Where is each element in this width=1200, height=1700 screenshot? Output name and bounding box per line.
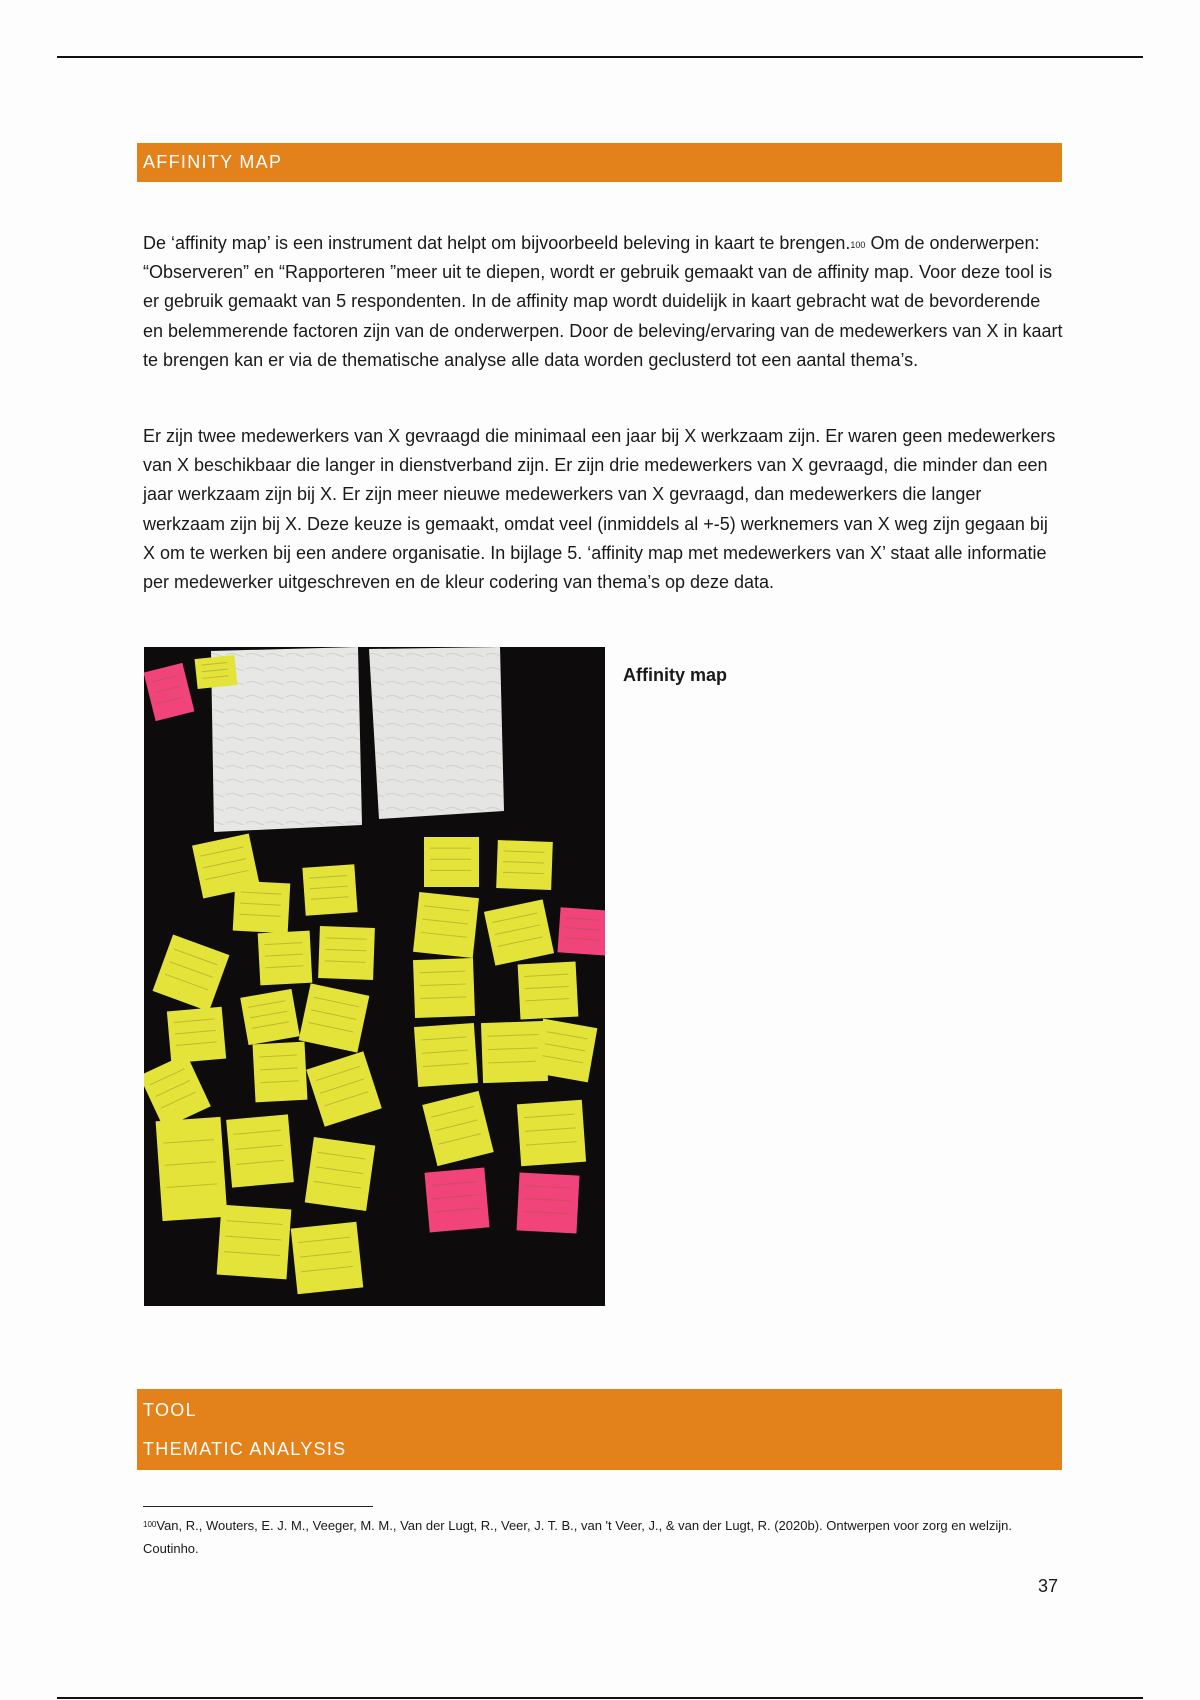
paper-sheet-right [369, 647, 504, 819]
footnote-text: Van, R., Wouters, E. J. M., Veeger, M. M., Van der Lugt, R., Veer, J. T. B., van 't Veer, J., & van der Lugt, R. (2020b). Ontwerpen voor zorg en welzijn. Coutinho. [143, 1518, 1012, 1556]
footnote-reference[interactable]: 100 [850, 240, 866, 250]
figure-caption: Affinity map [623, 665, 728, 685]
yellow-sticky-note [424, 837, 479, 887]
yellow-sticky-note [318, 926, 375, 980]
intro-paragraph [143, 229, 1063, 375]
respondents-paragraph: Er zijn twee medewerkers van X gevraagd die minimaal een jaar bij X werkzaam zijn. Er waren geen medewerkers van X beschikbaar die langer in dienstverband zijn. Er zijn drie medewerkers van X gevraagd, die minder dan een jaar werkzaam zijn bij X. Er zijn meer nieuwe medewerkers van X gevraagd, dan medewerkers die langer werkzaam zijn bij X. Deze keuze is gemaakt, omdat veel (inmiddels al +-5) werknemers van X weg zijn gegaan bij X om te werken bij een andere organisatie. In bijlage 5. ‘affinity map met medewerkers van X’ staat alle informatie per medewerker uitgeschreven en de kleur codering van thema’s op deze data. [143, 426, 1056, 593]
yellow-sticky-note [253, 1042, 308, 1103]
yellow-sticky-note [496, 840, 553, 890]
yellow-sticky-note [195, 655, 238, 689]
yellow-sticky-note [413, 892, 479, 958]
yellow-sticky-note [414, 1023, 478, 1087]
yellow-sticky-note [233, 881, 291, 934]
yellow-sticky-note [299, 983, 370, 1052]
section-heading-affinity-map [137, 143, 1062, 182]
yellow-sticky-note [413, 958, 475, 1018]
yellow-sticky-note [240, 989, 300, 1045]
yellow-sticky-note [518, 962, 579, 1020]
yellow-sticky-note [534, 1019, 598, 1083]
yellow-sticky-note [217, 1205, 292, 1280]
heading-tool-text: TOOL [143, 1400, 197, 1420]
top-rule [57, 56, 1143, 58]
yellow-sticky-note [302, 864, 357, 916]
yellow-sticky-note [156, 1117, 228, 1221]
section-heading-tool [137, 1389, 1062, 1470]
heading-thematic-text: THEMATIC ANALYSIS [143, 1439, 347, 1459]
yellow-sticky-note [226, 1114, 294, 1187]
footnote-separator [143, 1506, 373, 1507]
pink-sticky-note [424, 1167, 489, 1232]
footnote-number: 100 [143, 1520, 157, 1529]
pink-sticky-note [557, 907, 605, 955]
page-number: 37 [1037, 1576, 1058, 1596]
affinity-map-photo [144, 647, 605, 1306]
bottom-rule [57, 1697, 1143, 1699]
intro-text-end: Om de onderwerpen: “Observeren” en “Rapporteren ”meer uit te diepen, wordt er gebruik gemaakt van de affinity map. Voor deze tool is er gebruik gemaakt van 5 respondenten. In de affinity map wordt duidelijk in kaart gebracht wat de bevorderende en belemmerende factoren zijn van de onderwerpen. Door de beleving/ervaring van de medewerkers van X in kaart te brengen kan er via de thematische analyse alle data worden geclusterd tot een aantal thema’s. [143, 233, 1063, 370]
yellow-sticky-note [258, 931, 313, 986]
yellow-sticky-note [517, 1100, 586, 1166]
intro-text-start: De ‘affinity map’ is een instrument dat helpt om bijvoorbeeld beleving in kaart te brengen. [143, 233, 851, 253]
yellow-sticky-note [167, 1007, 226, 1064]
heading-affinity-text: AFFINITY MAP [143, 152, 283, 172]
yellow-sticky-note [291, 1222, 364, 1295]
pink-sticky-note [517, 1172, 580, 1233]
yellow-sticky-note [305, 1137, 376, 1211]
footnote [143, 1514, 1063, 1560]
sticky-notes-illustration [144, 647, 605, 1306]
